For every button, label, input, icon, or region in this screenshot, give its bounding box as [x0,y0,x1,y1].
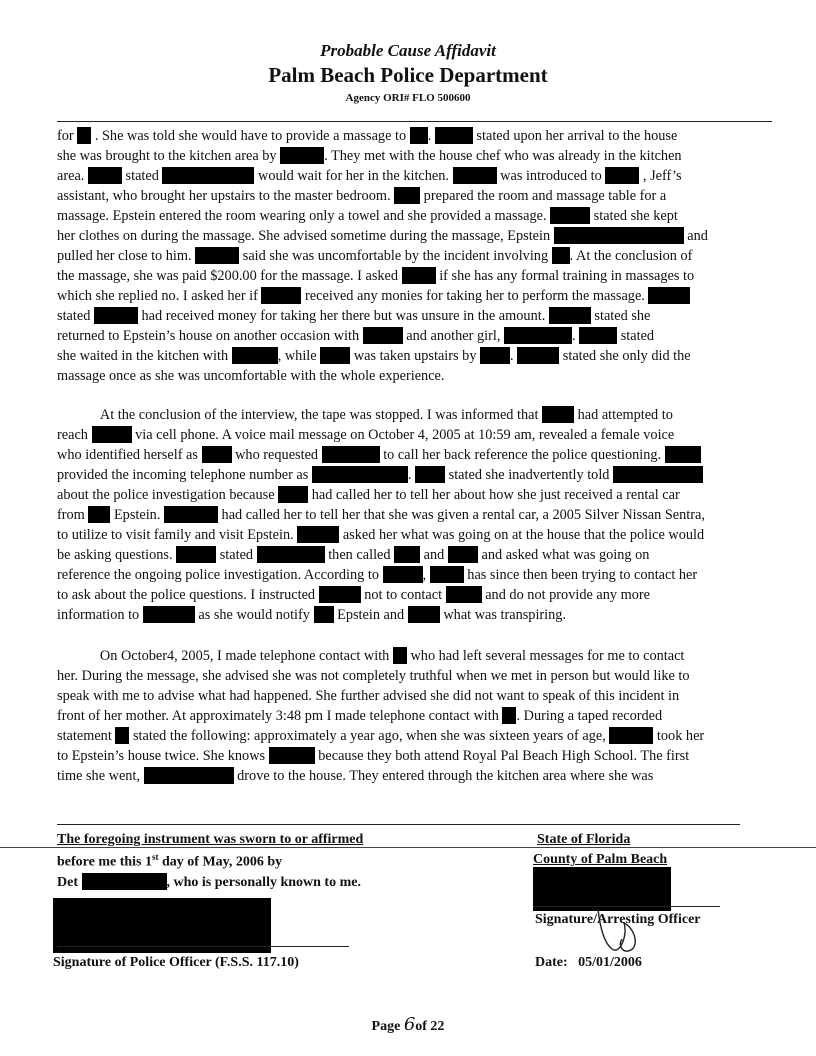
text-line [57,347,691,365]
redaction-block [162,167,254,184]
redaction-block [261,287,301,304]
text-line [57,606,566,624]
text-run: to utilize to visit family and visit Epstein. [57,527,298,543]
redaction-block [394,546,420,563]
redaction-block [609,727,653,744]
redaction-block [176,546,216,563]
text-line [57,187,666,205]
redaction-block [88,506,110,523]
text-line [57,426,674,444]
text-run: for [57,128,78,144]
text-run: stated she [590,308,651,324]
text-run: Epstein. [110,507,164,523]
text-run: took her [653,728,705,744]
text-run: . [571,328,580,344]
redaction-block [613,466,703,483]
text-run: who requested [231,447,322,463]
text-run: stated [216,547,257,563]
redaction-block [143,606,195,623]
text-line [57,127,677,145]
date-value: 05/01/2006 [578,955,642,970]
text-run: statement [57,728,116,744]
text-run: . [407,467,416,483]
text-run: massage. Epstein entered the room wearing only a towel and she provided a massage. [57,208,551,224]
text-run: pulled her close to him. [57,248,196,264]
redaction-block [269,747,315,764]
text-run: . [427,128,435,144]
text-run: she was brought to the kitchen area by [57,148,281,164]
redaction-block [408,606,440,623]
text-run: and asked what was going on [477,547,650,563]
redaction-block [297,526,339,543]
redaction-block [410,127,428,144]
text-run: via cell phone. A voice mail message on October 4, 2005 at 10:59 am, revealed a female voice [131,427,675,443]
sworn-line-2: before me this 1st day of May, 2006 by [57,852,283,870]
text-line [57,327,654,345]
text-run: received any monies for taking her to perform the massage. [301,288,649,304]
text-run: prepared the room and massage table for a [420,188,667,204]
text-run: about the police investigation because [57,487,279,503]
text-run: the massage, she was paid $200.00 for the massage. I asked [57,268,402,284]
text-run: which she replied no. I asked her if [57,288,262,304]
redaction-block [195,247,239,264]
text-line [57,566,697,584]
text-line [57,747,689,765]
page-number-handwritten: 6 [403,1014,416,1035]
text-line [57,367,444,385]
county-label: County of Palm Beach [533,852,668,867]
text-run: had received money for taking her there but was unsure in the amount. [137,308,549,324]
text-run: returned to Epstein’s house on another occasion with [57,328,363,344]
redaction-block [549,307,591,324]
text-run: then called [324,547,395,563]
footer-rule-top [57,824,740,825]
redaction-block [435,127,473,144]
redaction-block [77,127,91,144]
redaction-block [480,347,510,364]
text-run: time she went, [57,768,144,784]
text-line [57,687,679,705]
text-run: her. During the message, she advised she was not completely truthful when we met in person but would like to [57,668,690,684]
text-run: and [420,547,448,563]
redaction-block [88,167,122,184]
text-run: . During a taped recorded [516,708,663,724]
redaction-block [542,406,574,423]
redaction-block [605,167,639,184]
text-line [57,526,704,544]
text-run: be asking questions. [57,547,177,563]
redaction-block [415,466,445,483]
redaction-block [430,566,464,583]
text-run: and [683,228,708,244]
text-run: had called her to tell her that she was given a rental car, a 2005 Silver Nissan Sentra, [217,507,705,523]
text-run: she waited in the kitchen with [57,348,232,364]
text-run: information to [57,607,143,623]
text-run: from [57,507,89,523]
officer-signature-line [57,946,349,947]
text-run: . She was told she would have to provide a massage to [91,128,410,144]
text-run: , while [277,348,321,364]
date-line: Date: 05/01/2006 [535,955,642,970]
text-line [57,767,653,785]
text-run: , Jeff’s [639,168,682,184]
text-run: stated she only did the [559,348,691,364]
text-run: stated she kept [590,208,678,224]
header-rule [57,121,772,122]
text-run: was introduced to [496,168,606,184]
text-run: stated [617,328,655,344]
redaction-officer-signature [53,898,271,953]
redaction-block [202,446,232,463]
text-run: , [422,567,430,583]
text-line [57,667,690,685]
text-run: her clothes on during the massage. She advised sometime during the massage, Epstein [57,228,554,244]
text-run: massage once as she was uncomfortable with the whole experience. [57,368,445,384]
redaction-block [312,466,408,483]
redaction-block [257,546,325,563]
text-run: stated upon her arrival to the house [472,128,678,144]
redaction-block [554,227,684,244]
redaction-block [319,586,361,603]
redaction-block [665,446,701,463]
redaction-block [115,727,129,744]
redaction-block [517,347,559,364]
text-run: drove to the house. They entered through the kitchen area where she was [233,768,654,784]
text-run: stated [121,168,163,184]
text-run: speak with me to advise what had happened. She further advised she did not want to speak of this incident in [57,688,680,704]
redaction-block [383,566,423,583]
text-line [57,727,704,745]
text-line [57,267,694,285]
text-line [57,647,684,665]
redaction-block [579,327,617,344]
text-run: because they both attend Royal Pal Beach High School. The first [314,748,690,764]
text-line [57,307,650,325]
redaction-block [453,167,497,184]
text-run: had attempted to [574,407,673,423]
text-run: who had left several messages for me to contact [406,648,685,664]
text-line [57,466,703,484]
text-line [57,406,673,424]
redaction-block [394,187,420,204]
redaction-block [144,767,234,784]
text-run: said she was uncomfortable by the incident involving [239,248,552,264]
text-run: stated she inadvertently told [445,467,614,483]
text-line [57,287,690,305]
text-run: not to contact [360,587,446,603]
redaction-block [552,247,570,264]
affidavit-title: Probable Cause Affidavit [320,41,496,60]
text-line [57,506,705,524]
text-run: reach [57,427,92,443]
text-run: would wait for her in the kitchen. [254,168,453,184]
text-run: and do not provide any more [481,587,650,603]
text-run: to Epstein’s house twice. She knows [57,748,269,764]
arresting-officer-label: Signature/Arresting Officer [535,912,701,927]
redaction-block [94,307,138,324]
redaction-block [504,327,572,344]
text-run: assistant, who brought her upstairs to the master bedroom. [57,188,395,204]
text-line [57,227,708,245]
text-run: was taken upstairs by [350,348,481,364]
department-name: Palm Beach Police Department [268,63,548,87]
state-label: State of Florida [537,832,631,847]
redaction-block [164,506,218,523]
officer-signature-label: Signature of Police Officer (F.S.S. 117.10) [53,955,299,970]
text-run: stated the following: approximately a year ago, when she was sixteen years of age, [129,728,610,744]
det-line: Det , who is personally known to me. [57,875,361,890]
text-run: and another girl, [402,328,504,344]
redaction-det [82,873,167,890]
redaction-block [402,267,436,284]
redaction-block [232,347,278,364]
text-run: . [510,348,518,364]
redaction-block [278,486,308,503]
text-run: if she has any formal training in massages to [435,268,695,284]
text-run: . At the conclusion of [569,248,693,264]
text-line [57,167,682,185]
redaction-block [446,586,482,603]
text-run: reference the ongoing police investigation. According to [57,567,383,583]
text-run: stated [57,308,94,324]
redaction-block [502,707,516,724]
text-run: as she would notify [194,607,314,623]
text-line [57,486,680,504]
text-line [57,546,649,564]
text-run: . They met with the house chef who was already in the kitchen [324,148,682,164]
text-run: area. [57,168,88,184]
redaction-block [648,287,690,304]
text-run: who identified herself as [57,447,202,463]
redaction-block [320,347,350,364]
text-run: At the conclusion of the interview, the tape was stopped. I was informed that [57,407,543,423]
text-run: Epstein and [333,607,408,623]
sworn-line-1: The foregoing instrument was sworn to or affirmed [57,832,364,847]
text-line [57,446,701,464]
text-run: On October4, 2005, I made telephone contact with [57,648,393,664]
text-run: asked her what was going on at the house that the police would [339,527,705,543]
text-line [57,207,678,225]
redaction-block [393,647,407,664]
page-number: Page 6of 22 [371,1014,445,1035]
agency-ori: Agency ORI# FLO 500600 [345,92,471,104]
text-line [57,247,692,265]
redaction-block [280,147,324,164]
redaction-block [448,546,478,563]
redaction-block [550,207,590,224]
redaction-block [363,327,403,344]
text-run: to ask about the police questions. I instructed [57,587,319,603]
text-run: front of her mother. At approximately 3:48 pm I made telephone contact with [57,708,503,724]
redaction-block [92,426,132,443]
text-run: has since then been trying to contact her [463,567,698,583]
text-line [57,707,662,725]
redaction-block [314,606,334,623]
text-line [57,147,682,165]
text-run: to call her back reference the police questioning. [379,447,665,463]
redaction-block [322,446,380,463]
text-run: had called her to tell her about how she just received a rental car [308,487,680,503]
text-run: provided the incoming telephone number as [57,467,312,483]
text-run: what was transpiring. [439,607,567,623]
text-line [57,586,650,604]
